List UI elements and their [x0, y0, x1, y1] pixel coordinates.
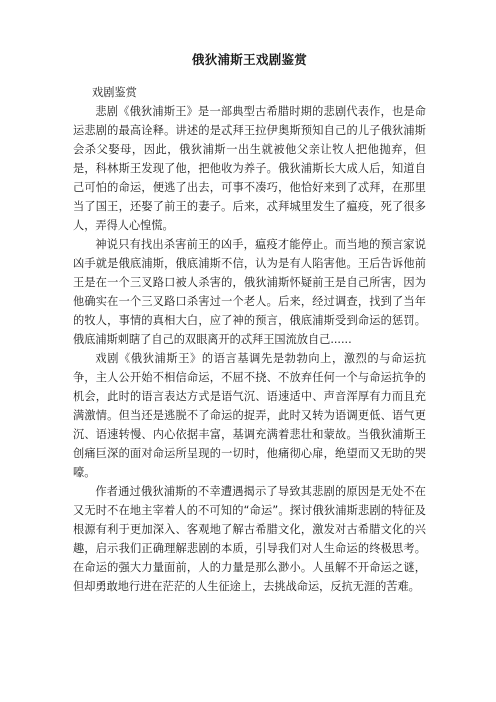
paragraph-2: 神说只有找出杀害前王的凶手，瘟疫才能停止。而当地的预言家说凶手就是俄底浦斯，俄底浦斯不信，认为是有人陷害他。王后告诉他前王是在一个三叉路口被人杀害的，俄狄浦斯怀疑前王是自己所害，因为他确实在一个三叉路口杀害过一个老人。后来，经过调查，找到了当年的牧人，事情的真相大白，应了神的预言，俄底浦斯受到命运的惩罚。俄底浦斯刺瞎了自己的双眼离开的忒拜王国流放自己...... — [73, 238, 426, 346]
section-label: 戏剧鉴赏 — [92, 86, 137, 99]
paragraph-4: 作者通过俄狄浦斯的不幸遭遇揭示了导致其悲剧的原因是无处不在又无时不在地主宰着人的不可知的“命运”。探讨俄狄浦斯悲剧的特征及根源有利于更加深入、客观地了解古希腊文化，激发对古希腊文化的兴趣，启示我们正确理解悲剧的本质，引导我们对人生命运的终极思考。在命运的强大力量面前，人的力量是那么渺小。人虽解不开命运之谜，但却勇敢地行进在茫茫的人生征途上，去挑战命运，反抗无涯的苦难。 — [73, 485, 426, 593]
document-title: 俄狄浦斯王戏剧鉴赏 — [191, 52, 308, 67]
paragraph-1: 悲剧《俄狄浦斯王》是一部典型古希腊时期的悲剧代表作，也是命运悲剧的最高诠释。讲述的是忒拜王拉伊奥斯预知自己的儿子俄狄浦斯会杀父娶母，因此，俄狄浦斯一出生就被他父亲让牧人把他抛弃，但是，科林斯王发现了他，把他收为养子。俄狄浦斯长大成人后，知道自己可怕的命运，便逃了出去，可事不凑巧，他恰好来到了忒拜，在那里当了国王，还娶了前王的妻子。后来，忒拜城里发生了瘟疫，死了很多人，弄得人心惶慌。 — [73, 105, 426, 232]
paragraph-3: 戏剧《俄狄浦斯王》的语言基调先是勃勃向上，激烈的与命运抗争，主人公开始不相信命运，不屈不挠、不放弃任何一个与命运抗争的机会，此时的语言表达方式是语气沉、语速适中、声音浑厚有力而且充满激情。但当还是逃脱不了命运的捉弄，此时又转为语调更低、语气更沉、语速转慢、内心依据丰富，基调充满着悲壮和蒙故。当俄狄浦斯王创痛巨深的面对命运所呈现的一切时，他痛彻心扉，绝望而又无助的哭嚎。 — [73, 352, 426, 479]
